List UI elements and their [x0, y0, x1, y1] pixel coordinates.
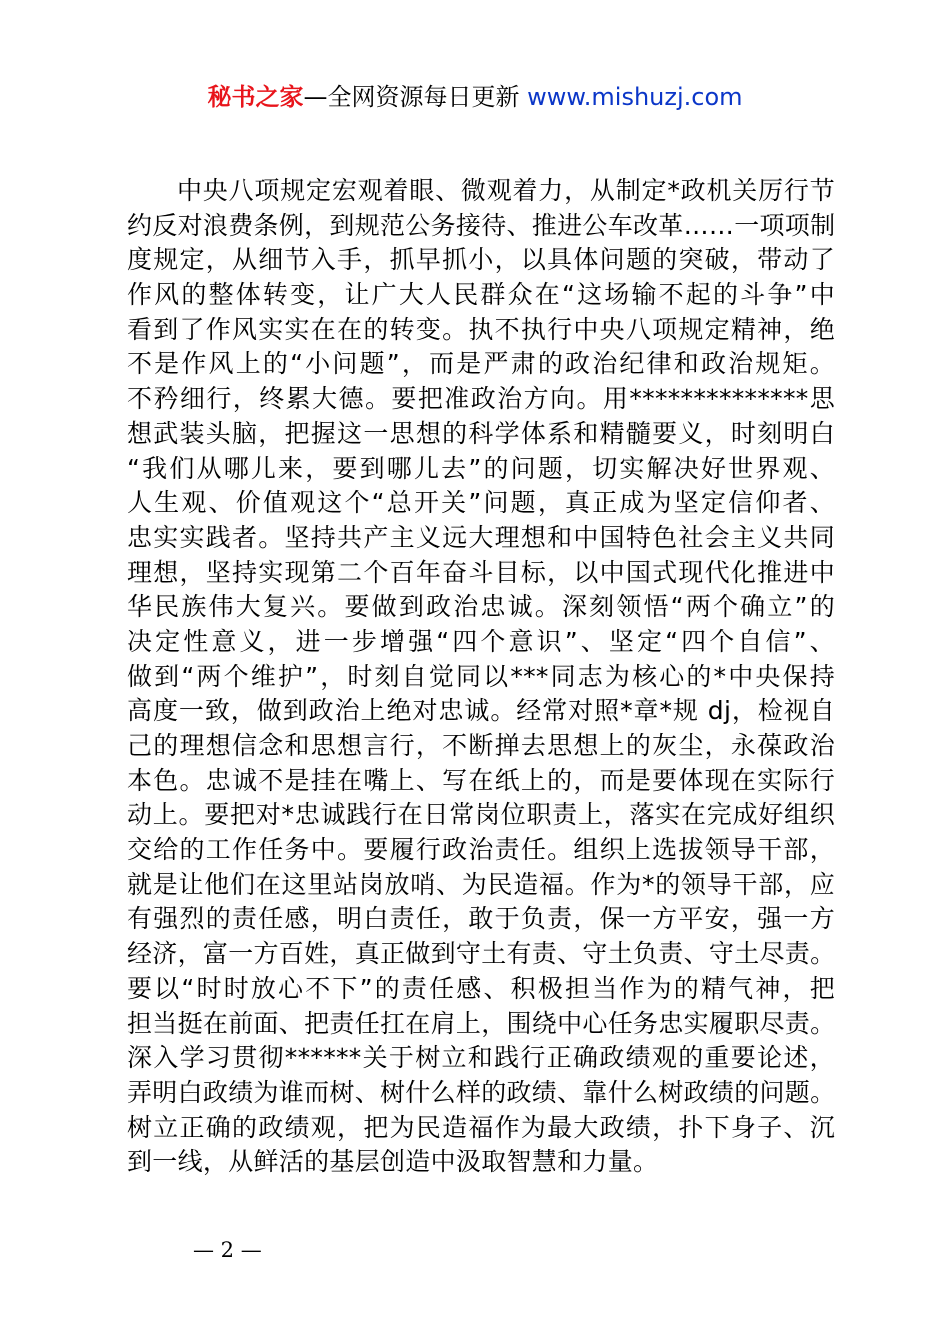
paragraph-line: 想武装头脑，把握这一思想的科学体系和精髓要义，时刻明白: [127, 418, 835, 448]
site-header: [0, 80, 950, 114]
paragraph-line: 做到“两个维护”，时刻自觉同以***同志为核心的*中央保持: [127, 661, 835, 691]
paragraph-line: 担当挺在前面、把责任扛在肩上，围绕中心任务忠实履职尽责。: [127, 1008, 836, 1038]
paragraph-line: 交给的工作任务中。要履行政治责任。组织上选拔领导干部，: [127, 835, 835, 865]
paragraph-line: 不矜细行，终累大德。要把准政治方向。用**************思: [127, 384, 835, 414]
paragraph-line: 人生观、价值观这个“总开关”问题，真正成为坚定信仰者、: [127, 488, 835, 518]
paragraph-line: 看到了作风实实在在的转变。执不执行中央八项规定精神，绝: [127, 314, 835, 344]
paragraph-line: 经济，富一方百姓，真正做到守土有责、守土负责、守土尽责。: [127, 939, 836, 969]
page-number: — 2 —: [193, 1238, 262, 1262]
paragraph-line: 不是作风上的“小问题”，而是严肃的政治纪律和政治规矩。: [127, 349, 835, 379]
brand-name: 秘书之家: [207, 83, 304, 111]
paragraph-line: 本色。忠诚不是挂在嘴上、写在纸上的，而是要体现在实际行: [127, 765, 835, 795]
paragraph-line: 忠实实践者。坚持共产主义远大理想和中国特色社会主义共同: [127, 522, 835, 552]
site-url-link[interactable]: www.mishuzj.com: [527, 83, 743, 111]
paragraph-line: 华民族伟大复兴。要做到政治忠诚。深刻领悟“两个确立”的: [127, 592, 835, 622]
paragraph-line: 己的理想信念和思想言行，不断掸去思想上的灰尘，永葆政治: [127, 731, 835, 760]
document-body: [127, 174, 835, 1180]
paragraph-line: “我们从哪儿来，要到哪儿去”的问题，切实解决好世界观、: [127, 453, 835, 483]
paragraph-line: 树立正确的政绩观，把为民造福作为最大政绩，扑下身子、沉: [127, 1112, 835, 1142]
paragraph-line: 有强烈的责任感，明白责任，敢于负责，保一方平安，强一方: [127, 904, 835, 934]
paragraph-line: 弄明白政绩为谁而树、树什么样的政绩、靠什么树政绩的问题。: [127, 1077, 836, 1107]
paragraph-line: 动上。要把对*忠诚践行在日常岗位职责上，落实在完成好组织: [127, 800, 835, 830]
paragraph-line: 到一线，从鲜活的基层创造中汲取智慧和力量。: [127, 1147, 659, 1177]
paragraph-line: 约反对浪费条例，到规范公务接待、推进公车改革……一项项制: [127, 210, 836, 240]
paragraph-line: 作风的整体转变，让广大人民群众在“这场输不起的斗争”中: [127, 280, 835, 310]
paragraph-line: 理想，坚持实现第二个百年奋斗目标，以中国式现代化推进中: [127, 557, 835, 587]
paragraph-line: 就是让他们在这里站岗放哨、为民造福。作为*的领导干部，应: [127, 869, 835, 899]
paragraph-line: 度规定，从细节入手，抓早抓小，以具体问题的突破，带动了: [127, 245, 835, 275]
header-tagline: —全网资源每日更新: [303, 83, 520, 111]
paragraph-line: 高度一致，做到政治上绝对忠诚。经常对照*章*规 dj，检视自: [127, 696, 835, 726]
paragraph-line: 中央八项规定宏观着眼、微观着力，从制定*政机关厉行节: [177, 176, 835, 205]
paragraph-line: 决定性意义，进一步增强“四个意识”、坚定“四个自信”、: [127, 626, 835, 656]
paragraph-line: 深入学习贯彻******关于树立和践行正确政绩观的重要论述，: [127, 1043, 835, 1073]
paragraph-line: 要以“时时放心不下”的责任感、积极担当作为的精气神，把: [127, 973, 835, 1003]
